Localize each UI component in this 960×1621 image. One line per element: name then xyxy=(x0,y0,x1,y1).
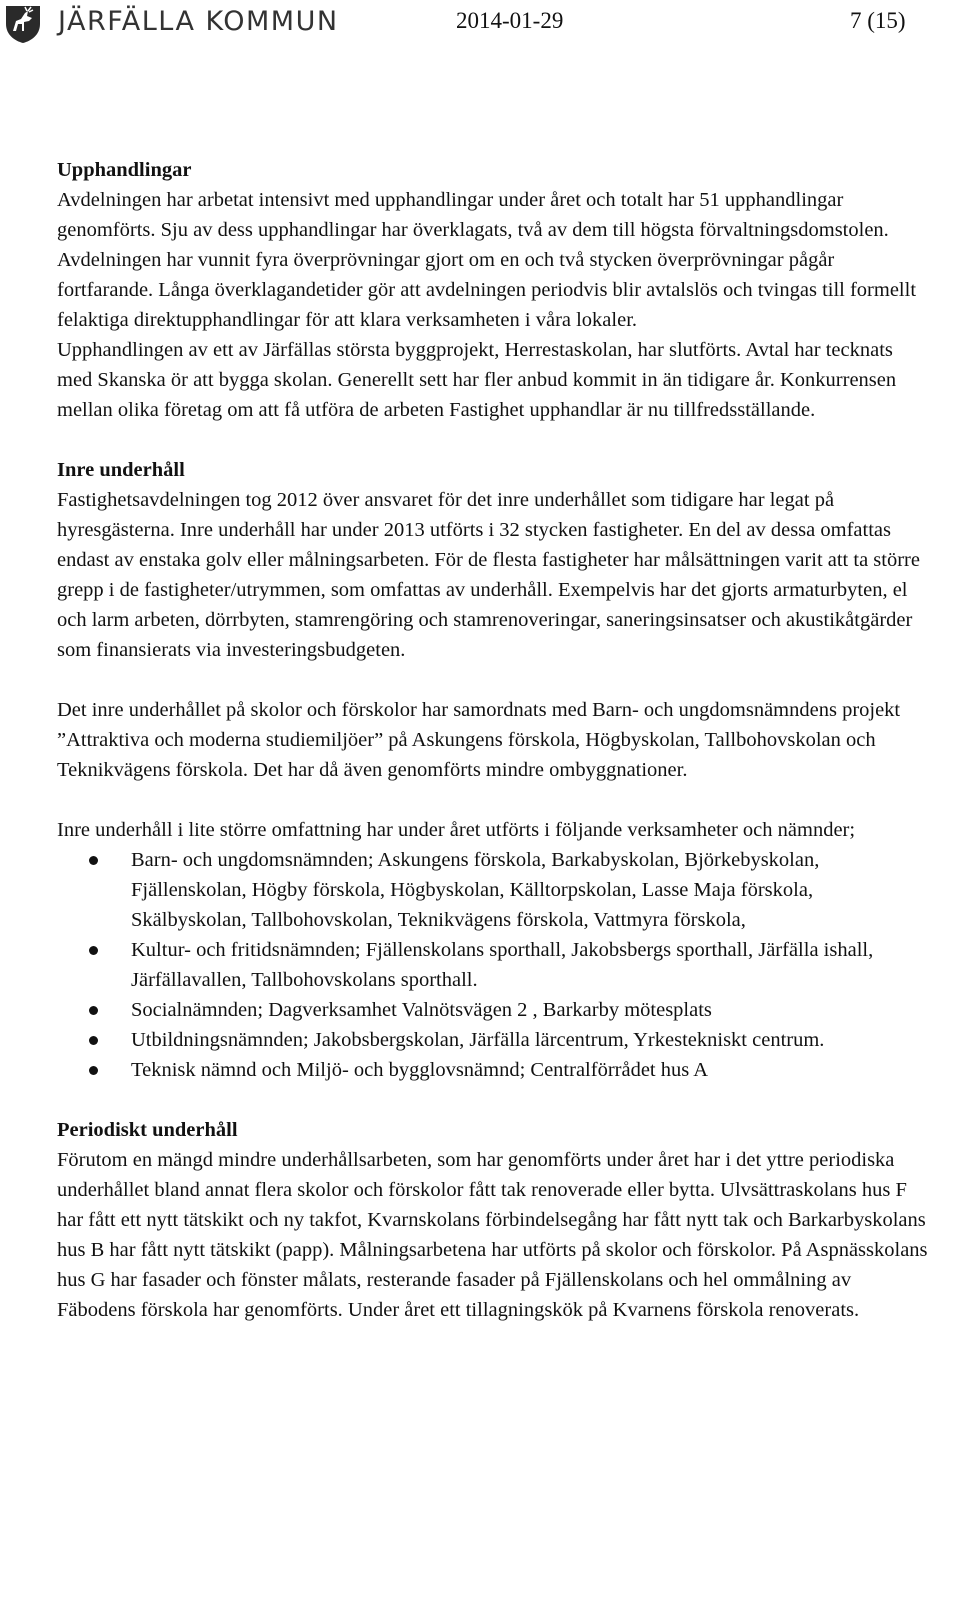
paragraph: Förutom en mängd mindre underhållsarbeten, som har genomförts under året har i det yttre periodiska underhållet bland annat flera skolor och förskolor fått tak renoverade eller bytta. Ulvsättraskolans hus F har fått ett nytt tätskikt och ny takfot, Kvarnskolans förbindelsegång har fått nytt tak och Barkarbyskolans hus B har fått nytt tätskikt (papp). Målningsarbetena har utförts på skolor och förskolor. På Aspnässkolans hus G har fasader och fönster målats, resterande fasader på Fjällenskolans och hel ommålning av Fäbodens förskola har genomförts. Under året ett tillagningskök på Kvarnens förskola renoverats. xyxy=(57,1149,928,1321)
organization-name: JÄRFÄLLA KOMMUN xyxy=(58,6,339,37)
bullet-icon xyxy=(89,1036,98,1045)
paragraph: Inre underhåll i lite större omfattning har under året utförts i följande verksamheter och nämnder; xyxy=(57,819,856,841)
bullet-icon xyxy=(89,1066,98,1075)
list-item xyxy=(131,995,930,1025)
coat-of-arms-icon xyxy=(4,4,42,44)
list-item-text: Kultur- och fritidsnämnden; Fjällenskolans sporthall, Jakobsbergs sporthall, Järfälla ishall, Järfällavallen, Tallbohovskolans sporthall. xyxy=(131,939,874,991)
list-item-text: Teknisk nämnd och Miljö- och bygglovsnämnd; Centralförrådet hus A xyxy=(131,1059,709,1081)
list-item xyxy=(131,935,930,995)
section-heading-periodiskt-underhall: Periodiskt underhåll xyxy=(57,1119,238,1141)
document-date: 2014-01-29 xyxy=(456,8,564,33)
document-body xyxy=(57,155,930,1325)
bullet-icon xyxy=(89,1006,98,1015)
section-heading-inre-underhall: Inre underhåll xyxy=(57,459,185,481)
paragraph: Det inre underhållet på skolor och förskolor har samordnats med Barn- och ungdomsnämndens projekt ”Attraktiva och moderna studiemiljöer” på Askungens förskola, Högbyskolan, Tallbohovskolan och Teknikvägens förskola. Det har då även genomförts mindre ombyggnationer. xyxy=(57,699,901,781)
paragraph: Fastighetsavdelningen tog 2012 över ansvaret för det inre underhållet som tidigare har legat på hyresgästerna. Inre underhåll har under 2013 utförts i 32 stycken fastigheter. En del av dessa omfattas endast av enstaka golv eller målningsarbeten. För de flesta fastigheter har målsättningen varit att ta större grepp i de fastigheter/utrymmen, som omfattas av underhåll. Exempelvis har det gjorts armaturbyten, el och larm arbeten, dörrbyten, stamrengöring och stamrenoveringar, saneringsinsatser och akustikåtgärder som finansierats via investeringsbudgeten. xyxy=(57,489,920,661)
bullet-list xyxy=(57,845,930,1085)
list-item-text: Socialnämnden; Dagverksamhet Valnötsvägen 2 , Barkarby mötesplats xyxy=(131,999,712,1021)
list-item-text: Barn- och ungdomsnämnden; Askungens förskola, Barkabyskolan, Björkebyskolan, Fjällenskolan, Högby förskola, Högbyskolan, Källtorpskolan, Lasse Maja förskola, Skälbyskolan, Tallbohovskolan, Teknikvägens förskola, Vattmyra förskola, xyxy=(131,849,820,931)
section-heading-upphandlingar: Upphandlingar xyxy=(57,159,192,181)
list-item xyxy=(131,845,930,935)
paragraph: Upphandlingen av ett av Järfällas största byggprojekt, Herrestaskolan, har slutförts. Avtal har tecknats med Skanska ör att bygga skolan. Generellt sett har fler anbud kommit in än tidigare år. Konkurrensen mellan olika företag om att få utföra de arbeten Fastighet upphandlar är nu tillfredsställande. xyxy=(57,339,897,421)
list-item xyxy=(131,1025,930,1055)
bullet-icon xyxy=(89,946,98,955)
page-header xyxy=(0,0,960,56)
list-item xyxy=(131,1055,930,1085)
list-item-text: Utbildningsnämnden; Jakobsbergskolan, Järfälla lärcentrum, Yrkestekniskt centrum. xyxy=(131,1029,825,1051)
page-number: 7 (15) xyxy=(850,8,906,33)
paragraph: Avdelningen har arbetat intensivt med upphandlingar under året och totalt har 51 upphandlingar genomförts. Sju av dess upphandlingar har överklagats, två av dem till högsta förvaltningsdomstolen. Avdelningen har vunnit fyra överprövningar gjort om en och två stycken överprövningar pågår fortfarande. Långa överklagandetider gör att avdelningen periodvis blir avtalslös och tvingas till formellt felaktiga direktupphandlingar för att klara verksamheten i våra lokaler. xyxy=(57,189,917,331)
bullet-icon xyxy=(89,856,98,865)
